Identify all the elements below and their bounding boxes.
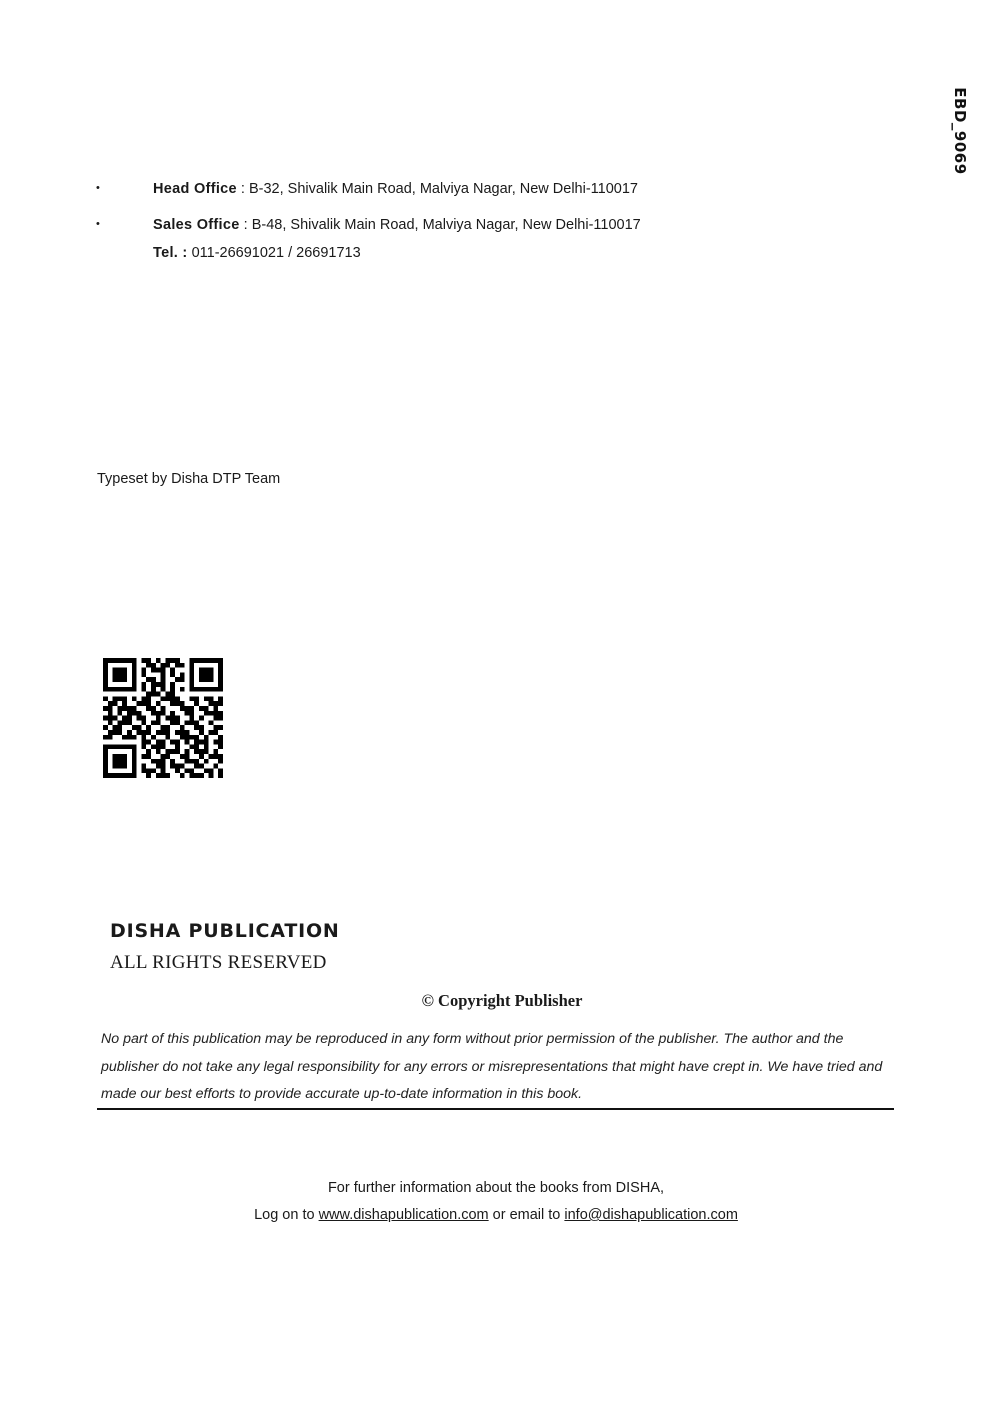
typeset-credit: Typeset by Disha DTP Team xyxy=(97,471,281,487)
logon-prefix: Log on to xyxy=(254,1207,319,1223)
document-code xyxy=(940,86,980,176)
head-office-address: B-32, Shivalik Main Road, Malviya Nagar, New Delhi-110017 xyxy=(248,181,638,197)
website-link[interactable]: www.dishapublication.com xyxy=(318,1207,489,1223)
sales-office-address: B-48, Shivalik Main Road, Malviya Nagar, New Delhi-110017 xyxy=(251,217,641,233)
further-info: For further information about the books from DISHA, xyxy=(327,1180,665,1196)
head-office-label: Head Office xyxy=(153,181,237,197)
divider-rule xyxy=(97,1108,894,1110)
bullet: • xyxy=(96,182,100,194)
head-office-separator: : xyxy=(236,181,249,197)
logon-middle: or email to xyxy=(488,1207,565,1223)
copyright-line: © Copyright Publisher xyxy=(421,991,583,1010)
contact-line xyxy=(0,1207,992,1223)
telephone-numbers: 011-26691021 / 26691713 xyxy=(187,245,361,261)
bullet: • xyxy=(96,218,100,230)
document-code-text: EBD_9069 xyxy=(951,87,969,175)
telephone-label: Tel. : xyxy=(153,245,188,261)
disclaimer-text: No part of this publication may be reproduced in any form without prior permission of the publisher. The author and the publisher do not take any legal responsibility for any errors or misrepresentations that might have crept in. We have tried and made our best efforts to provide accurate up-to-date information in this book. xyxy=(101,1031,883,1102)
rights-reserved: ALL RIGHTS RESERVED xyxy=(110,952,327,973)
qr-code[interactable] xyxy=(103,658,223,778)
email-link[interactable]: info@dishapublication.com xyxy=(564,1207,738,1223)
sales-office-separator: : xyxy=(239,217,252,233)
sales-office-label: Sales Office xyxy=(153,217,240,233)
publisher-name: DISHA PUBLICATION xyxy=(110,920,340,942)
